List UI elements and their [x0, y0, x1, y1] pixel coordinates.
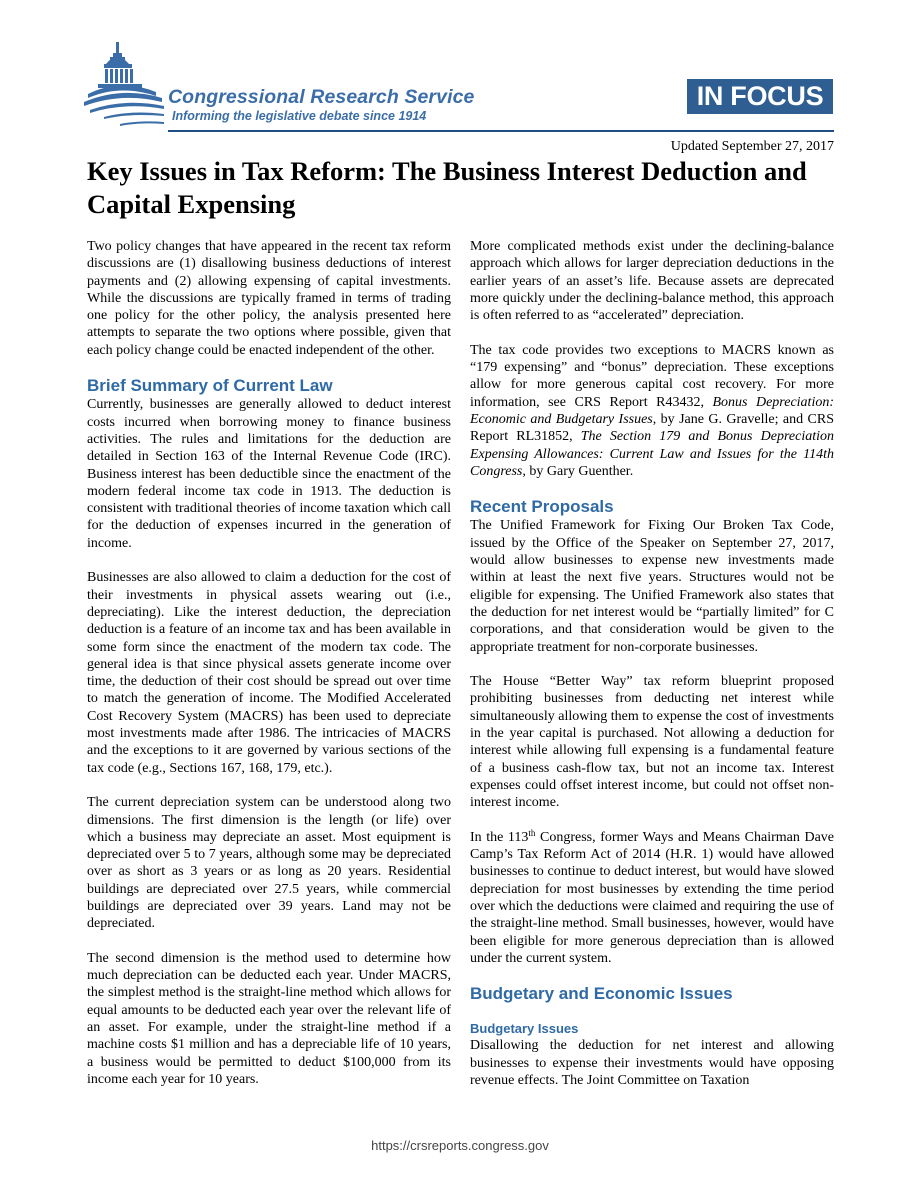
header-divider [168, 130, 834, 132]
paragraph: The second dimension is the method used to determine how much depreciation can be deducted each year. Under MACRS, the simplest method is the straight-line method which allows for equal amounts to be deducted each year over the relevant life of an asset. For example, under the straight-line method if a machine costs $1 million and has a depreciable life of 10 years, a business would be permitted to deduct $100,000 from its income each year for 10 years. [87, 950, 451, 1087]
paragraph: Businesses are also allowed to claim a deduction for the cost of their investments in physical assets wearing out (i.e., depreciating). Like the interest deduction, the depreciation deduction is a feature of an income tax and has been available in some form since the enactment of the modern tax code. The general idea is that since physical assets generate income over time, the deduction of their cost should be spread out over time to match the generation of income. The Modified Accelerated Cost Recovery System (MACRS) has been used to depreciate most investments made after 1986. The intricacies of MACRS and the exceptions to it are governed by various sections of the tax code (e.g., Sections 167, 168, 179, etc.). [87, 570, 451, 776]
section-heading-current-law: Brief Summary of Current Law [87, 376, 333, 396]
paragraph: Disallowing the deduction for net interest and allowing businesses to expense their investments would have opposing revenue effects. The Joint Committee on Taxation [470, 1038, 834, 1089]
in-focus-badge: IN FOCUS [687, 79, 833, 114]
left-column [87, 238, 451, 1088]
section-heading-recent-proposals: Recent Proposals [470, 497, 614, 517]
superscript: th [528, 827, 536, 838]
paragraph: More complicated methods exist under the declining-balance approach which allows for larger depreciation deductions in the earlier years of an asset’s life. Because assets are deprecated more quickly under the declining-balance method, this approach is often referred to as “accelerated” depreciation. [470, 239, 834, 324]
paragraph: Currently, businesses are generally allowed to deduct interest costs incurred when borrowing money to finance business activities. The rules and limitations for the deduction are detailed in Section 163 of the Internal Revenue Code (IRC). Business interest has been deductible since the enactment of the modern federal income tax code in 1913. The deduction is consistent with traditional theories of income taxation which call for the deduction of expenses incurred in the generation of income. [87, 397, 451, 551]
paragraph [470, 829, 834, 967]
paragraph: The current depreciation system can be understood along two dimensions. The first dimension is the length (or life) over which a business may depreciate an asset. Most equipment is depreciated over 5 to 7 years, although some may be depreciated over as short as 3 years or as long as 20 years. Residential buildings are depreciated over 27.5 years, while commercial buildings are depreciated over 39 years. Land may not be depreciated. [87, 795, 451, 932]
report-title-citation: The Section 179 and Bonus Depreciation Expensing Allowances: Current Law and Issues for the 114th Congress [470, 429, 834, 479]
text-run: , by Gary Guenther. [522, 463, 634, 479]
report-title-citation: Bonus Depreciation: Economic and Budgetary Issues [470, 394, 834, 427]
page-title: Key Issues in Tax Reform: The Business Interest Deduction and Capital Expensing [87, 156, 807, 219]
paragraph: The House “Better Way” tax reform blueprint proposed prohibiting businesses from deducting net interest while simultaneously allowing them to expense the cost of investments in the year capital is purchased. Not allowing a deduction for interest while allowing full expensing is a fundamental feature of a business cash-flow tax, but not an income tax. Interest expenses could offset interest income, but could not offset non-interest income. [470, 674, 834, 811]
subheading-budgetary-issues: Budgetary Issues [470, 1021, 579, 1037]
text-run: , by Jane G. Gravelle; and CRS Report RL31852, [470, 411, 834, 445]
paragraph-with-citations [470, 342, 834, 480]
paragraph: The Unified Framework for Fixing Our Broken Tax Code, issued by the Office of the Speaker on September 27, 2017, would allow businesses to expense new investments made within at least the next five years. Structures would not be eligible for expensing. The Unified Framework also states that the deduction for net interest would be “partially limited” for C corporations, and that consideration would be given to the appropriate treatment for non-corporate businesses. [470, 518, 834, 655]
report-header [0, 0, 920, 154]
right-column [470, 238, 834, 1089]
org-tagline: Informing the legislative debate since 1914 [172, 109, 427, 123]
footer-url[interactable]: https://crsreports.congress.gov [371, 1138, 549, 1153]
text-run: The tax code provides two exceptions to MACRS known as “179 expensing” and “bonus” depreciation. These exceptions allow for more generous capital cost recovery. For more information, see CRS Report R43432, [470, 342, 834, 410]
intro-paragraph: Two policy changes that have appeared in the recent tax reform discussions are (1) disallowing business deductions of interest payments and (2) allowing expensing of capital investments. While the discussions are typically framed in terms of trading one policy for the other policy, the analysis presented here attempts to separate the two options where possible, given that each policy change could be enacted independent of the other. [87, 239, 451, 358]
text-run: Congress, former Ways and Means Chairman Dave Camp’s Tax Reform Act of 2014 (H.R. 1) would have allowed businesses to continue to deduct interest, but would have slowed depreciation for most businesses by extending the time period over which the deductions were claimed and requiring the use of the straight-line method. Small businesses, however, would have been eligible for more generous depreciation than is allowed under the current system. [470, 829, 834, 966]
section-heading-budgetary-economic: Budgetary and Economic Issues [470, 984, 733, 1004]
org-name: Congressional Research Service [168, 86, 475, 108]
updated-date: Updated September 27, 2017 [670, 139, 834, 154]
text-run: In the 113 [470, 829, 529, 845]
capitol-dome-icon [84, 42, 166, 130]
